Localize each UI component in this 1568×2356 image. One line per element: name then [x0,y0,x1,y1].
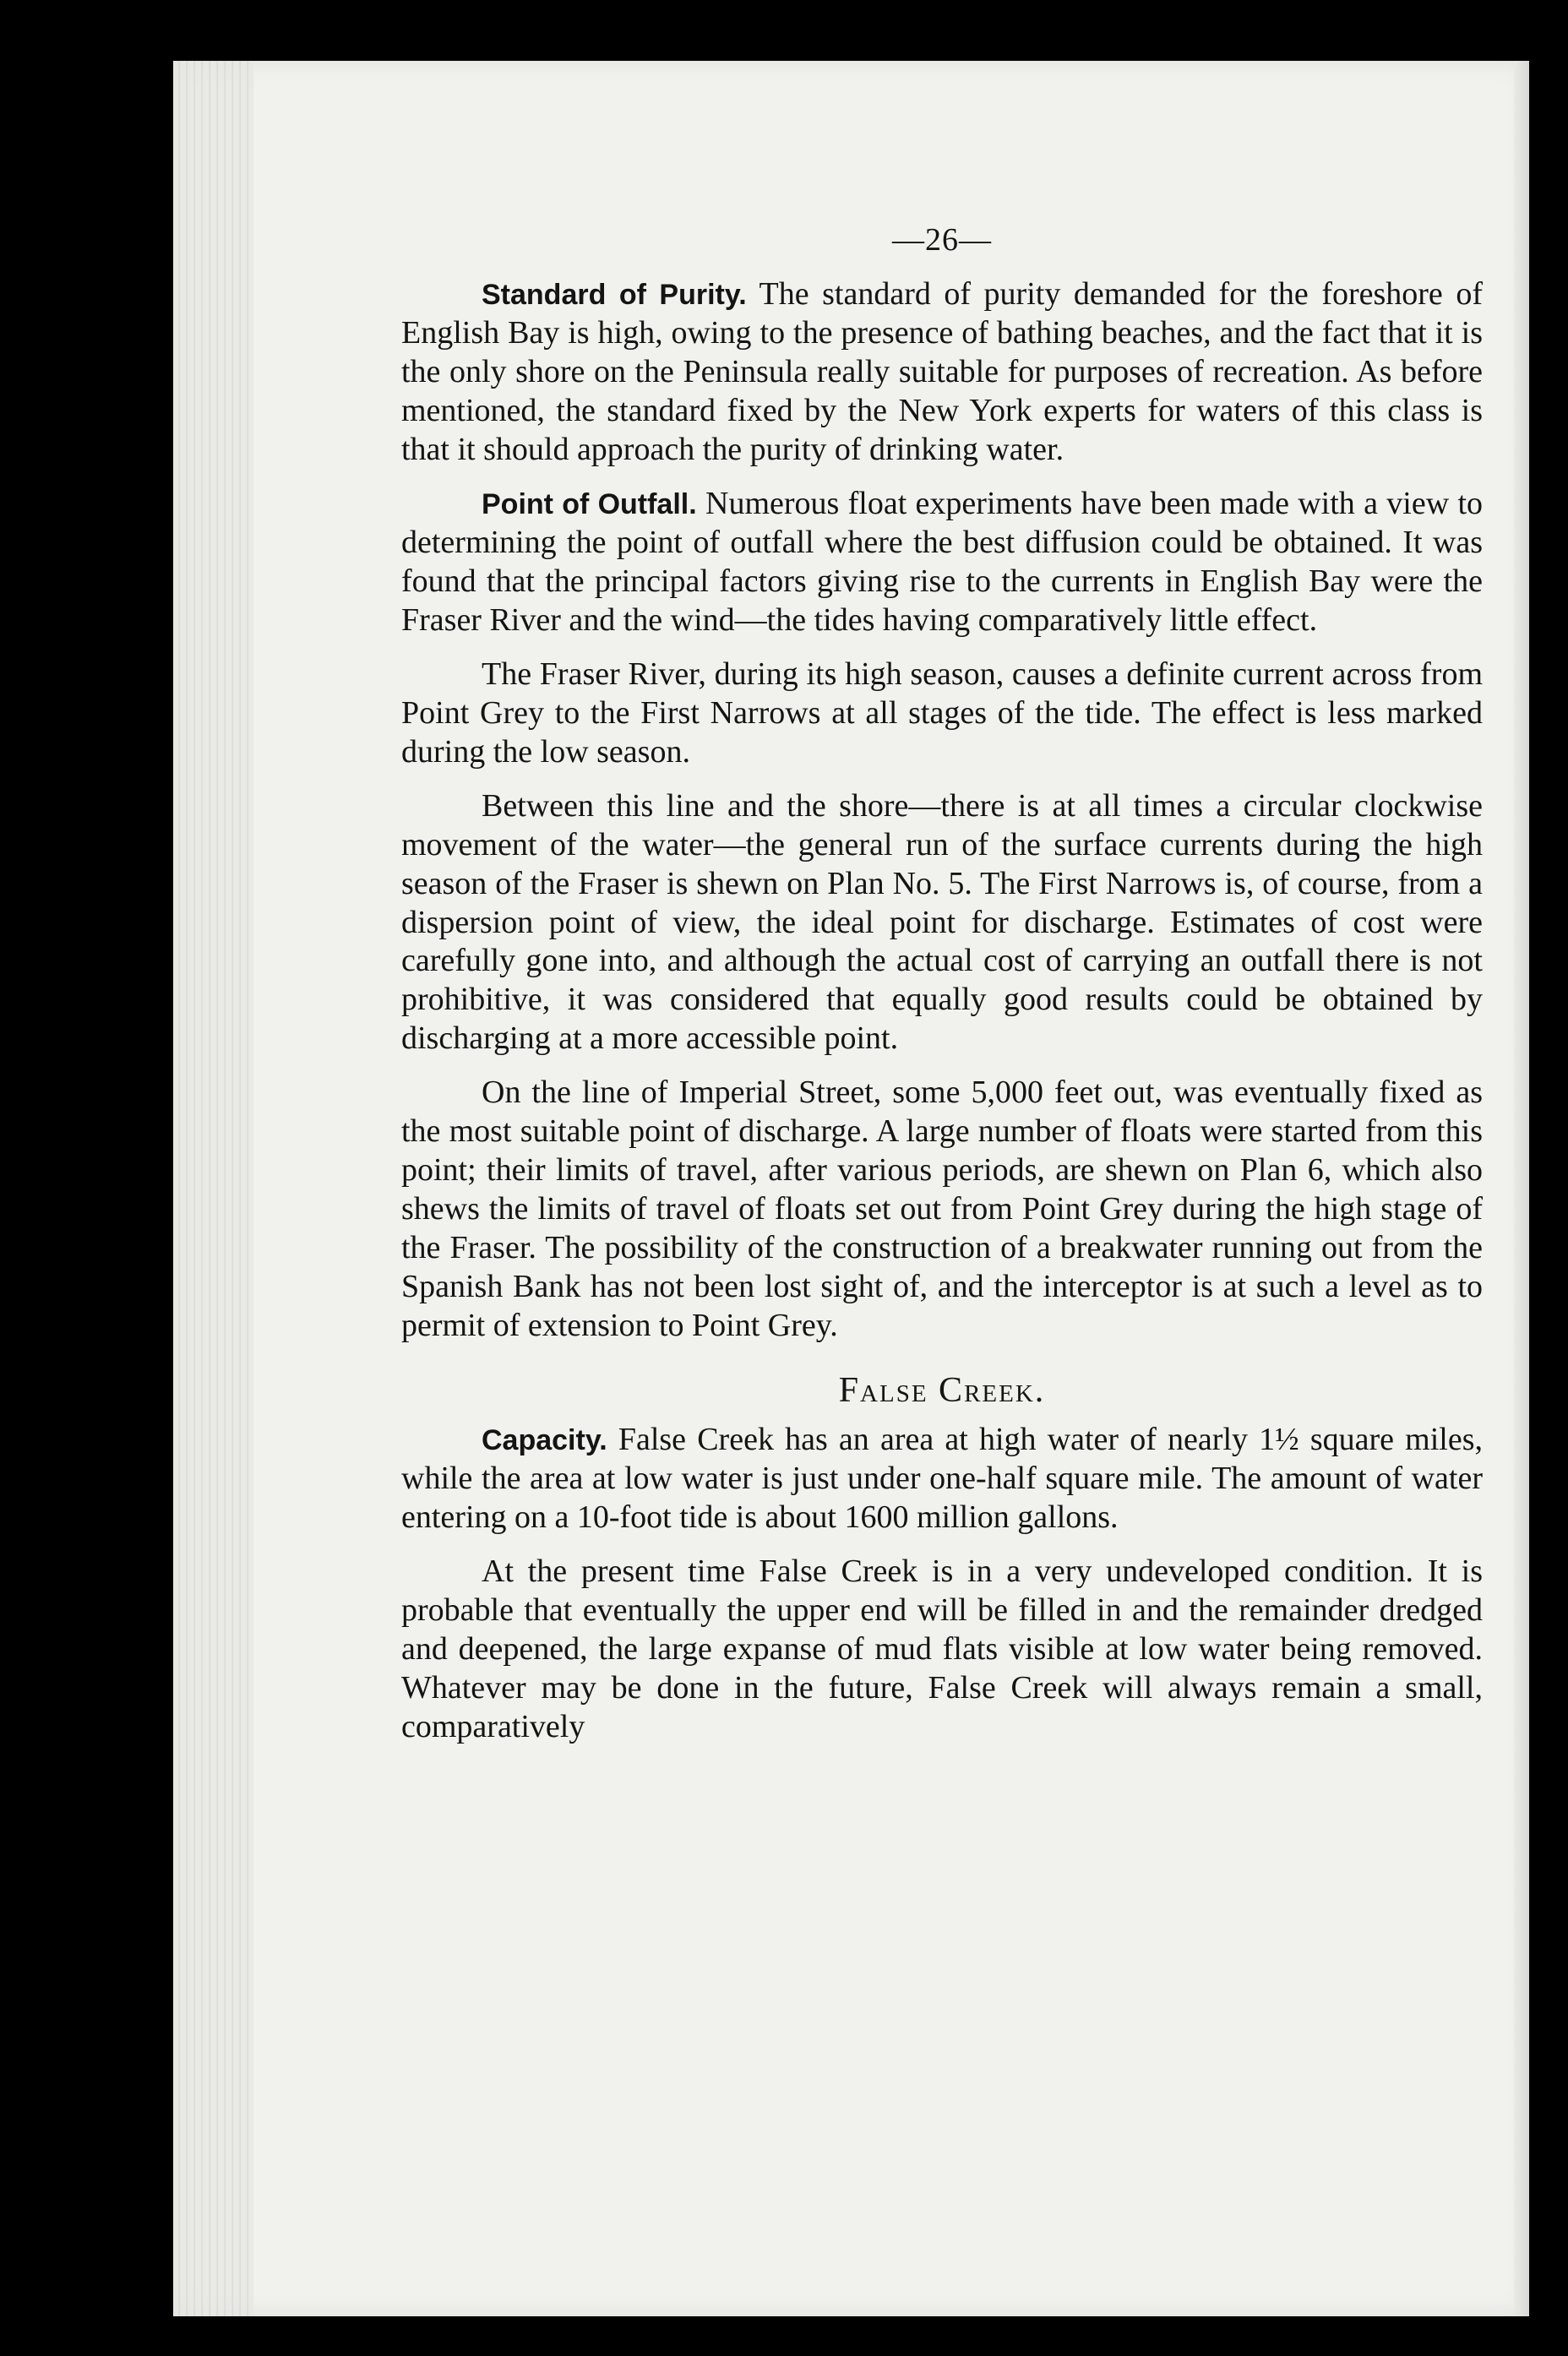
paragraph-present-condition [401,1553,1483,1747]
page-number: —26— [892,222,992,258]
page-stack-edges [173,61,253,2316]
runin-heading: Standard of Purity. [482,278,747,311]
paragraph-text: The Fraser River, during its high season, causes a definite current across from Point Grey to the First Narrows at all stages of the tide. The effect is less marked during the low season. [401,656,1483,770]
runin-heading: Point of Outfall. [482,487,697,520]
runin-heading: Capacity. [482,1423,607,1456]
paragraph-text: False Creek has an area at high water of nearly 1½ square miles, while the area at low water is just under one-half square mile. The amount of water entering on a 10-foot tide is about 1600 million gallons. [401,1421,1484,1535]
page-right-edge [1514,61,1529,2316]
paragraph-text: The standard of purity demanded for the foreshore of English Bay is high, owing to the presence of bathing beaches, and the fact that it is the only shore on the Peninsula really suitable for purposes of recreation. As before mentioned, the standard fixed by the New York experts for waters of this class is that it should approach the purity of drinking water. [401,275,1483,467]
paragraph-text: At the present time False Creek is in a very undeveloped condition. It is probable that eventually the upper end will be filled in and the remainder dredged and deepened, the large expanse of mud flats visible at low water being removed. Whatever may be done in the future, False Creek will always remain a small, comparatively [401,1553,1483,1744]
paragraph-circular-movement [401,787,1483,1059]
paragraph-point-of-outfall [401,485,1483,640]
section-heading-false-creek: False Creek. [838,1371,1046,1411]
document-page [173,61,1529,2316]
paragraph-fraser-river [401,656,1483,772]
paragraph-text: On the line of Imperial Street, some 5,000 feet out, was eventually fixed as the most suitable point of discharge. A large number of floats were started from this point; their limits of travel, after various periods, are shewn on Plan 6, which also shews the limits of travel of floats set out from Point Grey during the high stage of the Fraser. The possibility of the construction of a breakwater running out from the Spanish Bank has not been lost sight of, and the interceptor is at such a level as to permit of extension to Point Grey. [401,1075,1483,1344]
page-content [401,221,1483,1762]
paragraph-standard-of-purity [401,275,1483,470]
paragraph-text: Between this line and the shore—there is at all times a circular clockwise movement of the water—the general run of the surface currents during the high season of the Fraser is shewn on Plan No. 5. The First Narrows is, of course, from a dispersion point of view, the ideal point for discharge. Estimates of cost were carefully gone into, and although the actual cost of carrying an outfall there is not prohibitive, it was considered that equally good results could be obtained by discharging at a more accessible point. [401,787,1483,1057]
paragraph-text: Numerous float experiments have been made with a view to determining the point of outfall where the best diffusion could be obtained. It was found that the principal factors giving rise to the currents in English Bay were the Fraser River and the wind—the tides having comparatively little effect. [401,485,1484,638]
paragraph-capacity [401,1421,1483,1537]
paragraph-imperial-street [401,1074,1483,1346]
